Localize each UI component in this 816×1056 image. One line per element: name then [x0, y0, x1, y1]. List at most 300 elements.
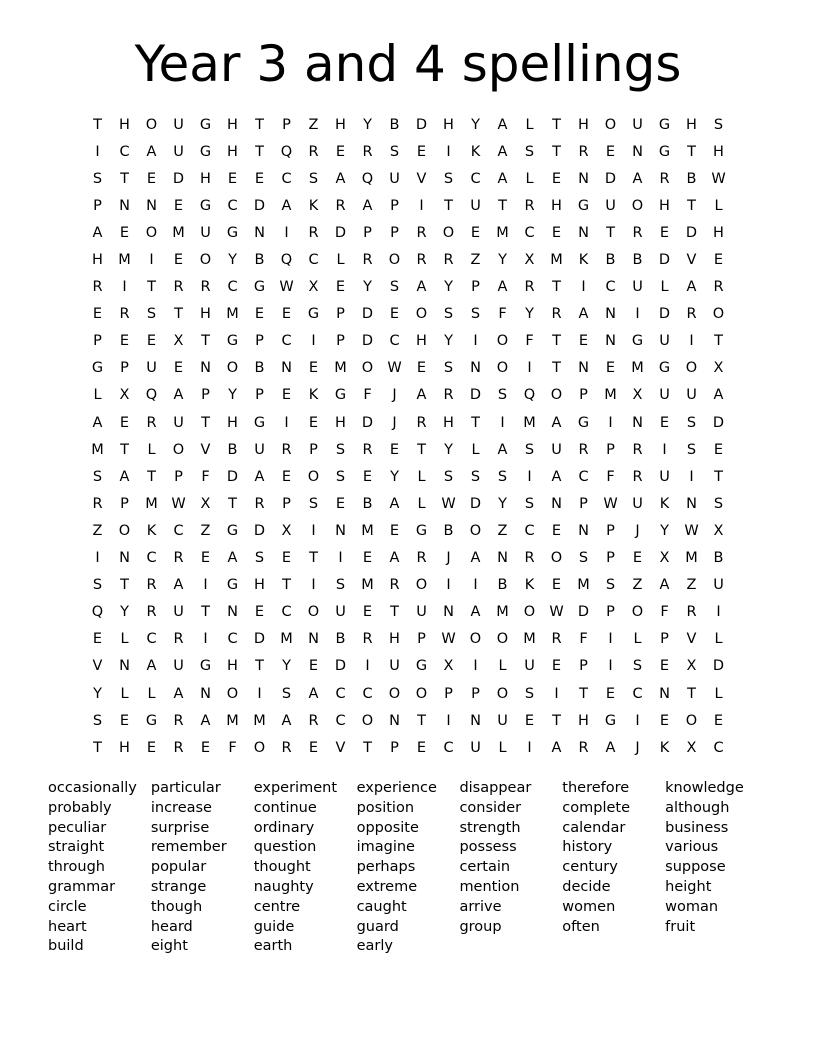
grid-letter: P	[606, 604, 615, 621]
grid-row	[84, 463, 732, 490]
grid-letter: M	[631, 360, 644, 377]
grid-letter: E	[92, 631, 103, 648]
grid-letter: O	[226, 685, 239, 702]
grid-letter: I	[257, 685, 262, 702]
grid-letter: N	[281, 360, 292, 377]
grid-letter: R	[578, 441, 589, 458]
grid-letter: O	[388, 252, 401, 269]
grid-letter: A	[497, 170, 508, 187]
grid-letter: C	[227, 631, 238, 648]
grid-letter: X	[686, 739, 697, 756]
grid-letter: T	[552, 360, 561, 377]
grid-letter: N	[659, 685, 670, 702]
grid-letter: N	[632, 414, 643, 431]
grid-letter: I	[473, 658, 478, 675]
grid-letter: I	[311, 333, 316, 350]
grid-letter: D	[226, 468, 239, 485]
grid-letter: N	[308, 631, 319, 648]
grid-letter: G	[253, 279, 266, 296]
grid-letter: W	[711, 170, 726, 187]
grid-letter: S	[281, 685, 292, 702]
word-column	[665, 779, 768, 957]
grid-letter: O	[550, 387, 563, 404]
grid-letter: L	[417, 495, 426, 512]
grid-letter: C	[713, 739, 724, 756]
grid-letter: U	[173, 604, 184, 621]
grid-letter: T	[93, 116, 102, 133]
grid-letter: L	[471, 441, 480, 458]
grid-letter: P	[390, 739, 399, 756]
grid-letter: E	[308, 739, 319, 756]
grid-letter: O	[496, 333, 509, 350]
grid-letter: R	[173, 712, 184, 729]
word-list-item: strength	[459, 819, 521, 836]
grid-letter: N	[605, 306, 616, 323]
grid-letter: T	[228, 495, 237, 512]
grid-letter: Q	[361, 170, 374, 187]
grid-letter: T	[255, 143, 264, 160]
grid-letter: U	[173, 414, 184, 431]
grid-letter: R	[416, 252, 427, 269]
word-list-item: century	[562, 859, 618, 876]
word-list-item: grammar	[48, 878, 116, 895]
grid-letter: P	[390, 197, 399, 214]
word-list-item: guard	[356, 918, 399, 935]
grid-letter: M	[91, 441, 104, 458]
grid-letter: E	[551, 170, 562, 187]
grid-letter: O	[415, 685, 428, 702]
grid-letter: A	[281, 197, 292, 214]
grid-letter: G	[199, 658, 212, 675]
grid-letter: D	[361, 414, 374, 431]
grid-letter: H	[686, 116, 697, 133]
grid-letter: U	[470, 739, 481, 756]
grid-letter: G	[415, 658, 428, 675]
grid-letter: Z	[632, 577, 643, 594]
grid-letter: D	[658, 306, 671, 323]
grid-letter: E	[308, 414, 319, 431]
grid-letter: L	[120, 685, 129, 702]
grid-letter: P	[471, 279, 480, 296]
grid-letter: E	[713, 712, 724, 729]
word-list-item: certain	[459, 859, 511, 876]
grid-letter: I	[608, 658, 613, 675]
grid-letter: C	[119, 143, 130, 160]
grid-letter: W	[549, 604, 564, 621]
grid-letter: L	[417, 468, 426, 485]
grid-letter: N	[389, 712, 400, 729]
grid-letter: H	[254, 577, 265, 594]
grid-row	[84, 707, 732, 734]
grid-letter: R	[713, 279, 724, 296]
grid-letter: P	[282, 116, 291, 133]
grid-letter: C	[389, 333, 400, 350]
grid-letter: N	[200, 360, 211, 377]
grid-letter: A	[713, 387, 724, 404]
grid-letter: C	[281, 170, 292, 187]
grid-letter: G	[604, 712, 617, 729]
word-list-item: complete	[562, 799, 631, 816]
grid-letter: X	[713, 360, 724, 377]
grid-letter: A	[497, 279, 508, 296]
grid-letter: X	[524, 252, 535, 269]
grid-letter: G	[226, 224, 239, 241]
grid-letter: N	[686, 495, 697, 512]
grid-letter: U	[416, 604, 427, 621]
grid-letter: O	[415, 577, 428, 594]
grid-letter: C	[470, 170, 481, 187]
grid-letter: E	[362, 604, 373, 621]
grid-letter: H	[443, 116, 454, 133]
grid-letter: R	[362, 631, 373, 648]
grid-letter: S	[713, 116, 724, 133]
grid-letter: Y	[660, 522, 669, 539]
grid-letter: E	[146, 739, 157, 756]
grid-letter: I	[554, 685, 559, 702]
grid-letter: L	[714, 685, 723, 702]
grid-letter: B	[713, 550, 724, 567]
grid-letter: Y	[228, 387, 237, 404]
grid-letter: A	[389, 550, 400, 567]
grid-letter: L	[660, 279, 669, 296]
grid-letter: E	[713, 252, 724, 269]
grid-letter: U	[659, 387, 670, 404]
grid-letter: Y	[120, 604, 129, 621]
grid-letter: C	[281, 333, 292, 350]
grid-letter: O	[523, 604, 536, 621]
grid-letter: S	[686, 414, 697, 431]
grid-letter: P	[336, 333, 345, 350]
grid-letter: E	[389, 522, 400, 539]
word-list-item: thought	[253, 859, 311, 876]
grid-letter: X	[713, 522, 724, 539]
word-list-item: peculiar	[48, 819, 107, 836]
grid-letter: K	[146, 522, 157, 539]
grid-letter: D	[685, 224, 698, 241]
grid-letter: U	[632, 116, 643, 133]
grid-letter: A	[686, 279, 697, 296]
word-list-item: heart	[48, 918, 87, 935]
grid-letter: O	[550, 550, 563, 567]
grid-row	[84, 355, 732, 382]
word-list-item: decide	[562, 878, 611, 895]
grid-letter: H	[713, 143, 724, 160]
word-list-item: suppose	[665, 859, 726, 876]
grid-letter: T	[201, 414, 210, 431]
grid-letter: S	[524, 143, 535, 160]
word-list-item: centre	[253, 898, 301, 915]
grid-letter: M	[361, 577, 374, 594]
grid-letter: Y	[498, 252, 507, 269]
grid-letter: E	[335, 143, 346, 160]
grid-letter: E	[281, 468, 292, 485]
grid-letter: R	[443, 387, 454, 404]
grid-letter: Q	[523, 387, 536, 404]
grid-letter: E	[92, 306, 103, 323]
grid-letter: M	[118, 252, 131, 269]
grid-letter: S	[578, 550, 589, 567]
grid-letter: B	[632, 252, 643, 269]
grid-row	[84, 328, 732, 355]
grid-letter: G	[199, 143, 212, 160]
grid-letter: N	[119, 197, 130, 214]
grid-letter: N	[497, 550, 508, 567]
grid-letter: D	[172, 170, 185, 187]
word-list-item: extreme	[356, 878, 418, 895]
grid-letter: R	[200, 279, 211, 296]
grid-letter: S	[713, 495, 724, 512]
word-list-item: increase	[150, 799, 212, 816]
grid-letter: E	[281, 387, 292, 404]
word-list-item: strange	[150, 878, 207, 895]
grid-letter: V	[92, 658, 103, 675]
grid-letter: E	[551, 224, 562, 241]
grid-letter: A	[497, 116, 508, 133]
grid-letter: C	[578, 468, 589, 485]
grid-letter: P	[255, 333, 264, 350]
grid-letter: I	[446, 143, 451, 160]
grid-letter: A	[119, 468, 130, 485]
grid-letter: G	[199, 197, 212, 214]
grid-letter: X	[119, 387, 130, 404]
grid-letter: H	[335, 116, 346, 133]
grid-letter: C	[227, 279, 238, 296]
grid-letter: P	[417, 631, 426, 648]
grid-letter: E	[281, 550, 292, 567]
grid-letter: I	[311, 522, 316, 539]
grid-letter: P	[363, 224, 372, 241]
grid-letter: J	[392, 387, 397, 404]
grid-letter: Y	[444, 441, 453, 458]
grid-letter: M	[145, 495, 158, 512]
grid-letter: A	[173, 387, 184, 404]
grid-letter: C	[362, 685, 373, 702]
grid-letter: E	[632, 550, 643, 567]
grid-letter: L	[336, 252, 345, 269]
grid-letter: T	[471, 414, 480, 431]
grid-letter: M	[334, 360, 347, 377]
word-list-item: history	[562, 839, 613, 856]
grid-letter: F	[228, 739, 237, 756]
grid-letter: M	[226, 306, 239, 323]
grid-letter: H	[119, 739, 130, 756]
grid-letter: G	[91, 360, 104, 377]
grid-row	[84, 599, 732, 626]
word-list-item: caught	[356, 898, 407, 915]
grid-letter: R	[551, 306, 562, 323]
grid-letter: G	[307, 306, 320, 323]
grid-row	[84, 246, 732, 273]
grid-letter: A	[362, 197, 373, 214]
word-list-item: circle	[48, 898, 87, 915]
grid-letter: N	[578, 170, 589, 187]
grid-letter: R	[686, 604, 697, 621]
grid-letter: Z	[497, 522, 508, 539]
grid-letter: E	[362, 550, 373, 567]
grid-letter: U	[146, 360, 157, 377]
grid-letter: E	[362, 468, 373, 485]
grid-letter: H	[713, 224, 724, 241]
grid-letter: U	[659, 468, 670, 485]
grid-letter: M	[253, 712, 266, 729]
grid-letter: I	[203, 577, 208, 594]
grid-letter: G	[631, 333, 644, 350]
grid-letter: O	[415, 306, 428, 323]
grid-letter: I	[284, 224, 289, 241]
grid-letter: M	[604, 387, 617, 404]
grid-letter: T	[174, 306, 183, 323]
grid-letter: T	[552, 143, 561, 160]
grid-letter: R	[146, 604, 157, 621]
grid-letter: V	[686, 252, 697, 269]
grid-letter: U	[389, 170, 400, 187]
grid-letter: E	[605, 685, 616, 702]
grid-letter: U	[524, 658, 535, 675]
grid-letter: Y	[444, 279, 453, 296]
grid-letter: I	[581, 279, 586, 296]
grid-letter: Q	[91, 604, 104, 621]
grid-row	[84, 409, 732, 436]
grid-letter: X	[686, 658, 697, 675]
grid-letter: S	[92, 577, 103, 594]
grid-row	[84, 734, 732, 761]
grid-letter: D	[334, 658, 347, 675]
grid-letter: F	[606, 468, 615, 485]
grid-letter: C	[146, 631, 157, 648]
grid-row	[84, 517, 732, 544]
grid-letter: R	[254, 495, 265, 512]
grid-letter: I	[122, 279, 127, 296]
grid-letter: I	[446, 712, 451, 729]
word-list	[48, 779, 768, 957]
word-list-item: calendar	[562, 819, 626, 836]
grid-letter: G	[226, 333, 239, 350]
grid-letter: U	[605, 197, 616, 214]
grid-letter: D	[361, 306, 374, 323]
grid-letter: I	[284, 414, 289, 431]
grid-letter: R	[416, 414, 427, 431]
grid-letter: D	[415, 116, 428, 133]
grid-letter: O	[145, 224, 158, 241]
grid-letter: A	[578, 306, 589, 323]
grid-row	[84, 572, 732, 599]
grid-letter: S	[146, 306, 157, 323]
grid-letter: O	[685, 360, 698, 377]
grid-letter: S	[497, 387, 508, 404]
grid-row	[84, 274, 732, 301]
grid-letter: R	[578, 739, 589, 756]
grid-letter: I	[689, 468, 694, 485]
grid-letter: L	[120, 631, 129, 648]
grid-letter: C	[227, 197, 238, 214]
grid-letter: E	[146, 333, 157, 350]
grid-letter: E	[659, 224, 670, 241]
grid-letter: R	[173, 739, 184, 756]
grid-letter: R	[578, 143, 589, 160]
grid-letter: U	[632, 495, 643, 512]
grid-letter: B	[254, 252, 265, 269]
grid-letter: S	[389, 143, 400, 160]
word-list-item: opposite	[356, 819, 419, 836]
grid-letter: D	[469, 387, 482, 404]
grid-letter: D	[712, 658, 725, 675]
grid-letter: D	[253, 631, 266, 648]
grid-letter: T	[390, 604, 399, 621]
grid-letter: C	[308, 252, 319, 269]
grid-letter: G	[226, 577, 239, 594]
grid-letter: S	[92, 468, 103, 485]
grid-letter: A	[632, 170, 643, 187]
grid-letter: Z	[200, 522, 211, 539]
grid-letter: R	[632, 224, 643, 241]
grid-letter: A	[659, 577, 670, 594]
grid-letter: E	[119, 414, 130, 431]
grid-letter: T	[687, 685, 696, 702]
grid-letter: A	[227, 550, 238, 567]
grid-letter: I	[311, 577, 316, 594]
grid-letter: R	[146, 414, 157, 431]
word-list-item: knowledge	[665, 780, 744, 796]
grid-letter: E	[173, 252, 184, 269]
word-list-item: probably	[48, 799, 112, 816]
word-list-item: consider	[459, 799, 522, 816]
grid-letter: Y	[282, 658, 291, 675]
grid-letter: E	[308, 360, 319, 377]
grid-letter: I	[446, 577, 451, 594]
grid-letter: D	[712, 414, 725, 431]
grid-letter: N	[551, 495, 562, 512]
grid-letter: J	[635, 522, 640, 539]
grid-letter: E	[119, 224, 130, 241]
grid-letter: G	[253, 414, 266, 431]
grid-letter: A	[389, 495, 400, 512]
grid-letter: S	[335, 468, 346, 485]
grid-letter: U	[659, 333, 670, 350]
grid-letter: E	[146, 170, 157, 187]
grid-letter: I	[527, 739, 532, 756]
grid-letter: P	[174, 468, 183, 485]
grid-letter: H	[227, 414, 238, 431]
word-list-item: surprise	[150, 819, 210, 836]
grid-letter: P	[282, 495, 291, 512]
word-list-item: popular	[150, 859, 207, 876]
grid-letter: L	[714, 197, 723, 214]
grid-letter: X	[659, 550, 670, 567]
grid-letter: T	[309, 550, 318, 567]
grid-letter: N	[578, 360, 589, 377]
grid-letter: T	[444, 197, 453, 214]
word-list-item: various	[665, 839, 719, 856]
grid-letter: S	[605, 577, 616, 594]
grid-letter: A	[470, 550, 481, 567]
grid-letter: X	[308, 279, 319, 296]
grid-letter: D	[253, 197, 266, 214]
grid-letter: M	[523, 414, 536, 431]
grid-letter: S	[524, 685, 535, 702]
grid-letter: F	[660, 604, 669, 621]
grid-row	[84, 165, 732, 192]
grid-letter: V	[416, 170, 427, 187]
grid-letter: I	[662, 441, 667, 458]
grid-letter: R	[308, 224, 319, 241]
word-list-item: guide	[253, 918, 295, 935]
grid-letter: N	[254, 224, 265, 241]
grid-letter: T	[147, 279, 156, 296]
grid-letter: I	[716, 604, 721, 621]
grid-letter: N	[146, 197, 157, 214]
word-list-item: ordinary	[253, 819, 315, 836]
grid-letter: Q	[280, 252, 293, 269]
